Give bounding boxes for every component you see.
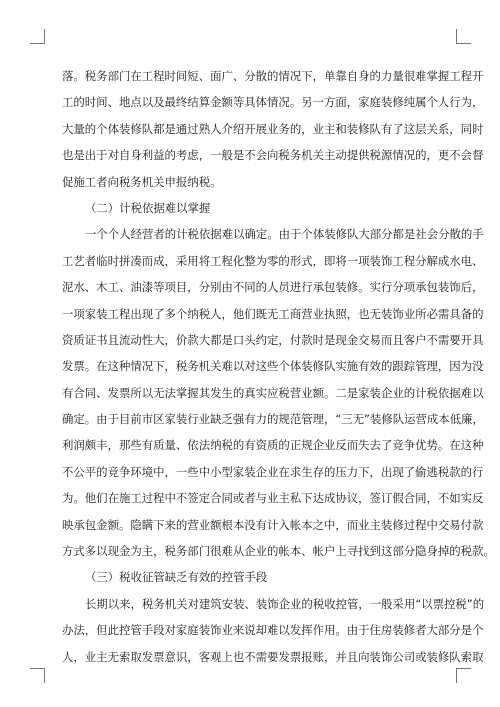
- text-line: 泥水、木工、油漆等项目，分别由不同的人员进行承包装修。实行分项承包装饰后，: [62, 280, 484, 295]
- document-body: [62, 63, 495, 670]
- text-line: 工的时间、地点以及最终结算金额等具体情况。另一方面，家庭装修纯属个人行为，: [62, 95, 484, 110]
- text-line: 有合同、发票所以无法掌握其发生的真实应税营业额。二是家装企业的计税依据难以: [62, 385, 484, 400]
- text-line: 人，业主无索取发票意识，客观上也不需要发票报账，并且向装饰公司或装修队索取: [62, 649, 484, 664]
- text-line: 也是出于对自身利益的考虑，一般是不会向税务机关主动提供税源情况的，更不会督: [62, 148, 484, 163]
- text-line: 资质证书且流动性大，价款大都是口头约定，付款时是现金交易而且客户不需要开具: [62, 332, 484, 347]
- paragraph: [62, 221, 495, 564]
- crop-mark-bottom-right: [456, 668, 471, 683]
- text-line: 促施工者向税务机关申报纳税。: [62, 174, 222, 189]
- text-line: 不公平的竞争环境中，一些中小型家装企业在求生存的压力下，出现了偷逃税款的行: [62, 464, 484, 479]
- text-line: 方式多以现金为主，税务部门很难从企业的帐本、帐户上寻找到这部分隐身掉的税款。: [62, 544, 495, 559]
- text-line: 办法，但此控管手段对家庭装饰业来说却难以发挥作用。由于住房装修者大部分是个: [62, 623, 484, 638]
- text-line: 工艺者临时拼凑而成，采用将工程化整为零的形式，即将一项装饰工程分解成水电、: [62, 253, 484, 268]
- text-line: 利润颇丰，那些有质量、依法纳税的有资质的正规企业反而失去了竞争优势。在这种: [62, 438, 484, 453]
- text-line: 一项家装工程出现了多个纳税人，他们既无工商营业执照，也无装饰业所必需具备的: [62, 306, 484, 321]
- text-line: 长期以来，税务机关对建筑安装、装饰企业的税收控管，一般采用“以票控税”的: [85, 596, 485, 611]
- crop-mark-bottom-left: [30, 668, 45, 683]
- section-heading: [62, 564, 442, 590]
- paragraph: [62, 591, 485, 670]
- text-line: 为。他们在施工过程中不签定合同或者与业主私下达成协议，签订假合同，不如实反: [62, 491, 484, 506]
- crop-mark-top-left: [30, 29, 45, 44]
- text-line: 一个个人经营者的计税依据难以确定。由于个体装修队大部分都是社会分散的手: [85, 227, 484, 242]
- section-heading-text: （二）计税依据难以掌握: [85, 200, 211, 215]
- crop-mark-top-right: [456, 29, 471, 44]
- text-line: 映承包金额。隐瞒下来的营业额根本没有计入帐本之中，而业主装修过程中交易付款: [62, 517, 484, 532]
- text-line: 确定。由于目前市区家装行业缺乏强有力的规范管理，“三无”装修队运营成本低廉，: [62, 412, 484, 427]
- section-heading-text: （三）税收征管缺乏有效的控管手段: [85, 570, 268, 585]
- paragraph: [62, 63, 484, 195]
- section-heading: [62, 195, 442, 221]
- text-line: 发票。在这种情况下，税务机关难以对这些个体装修队实施有效的跟踪管理，因为没: [62, 359, 484, 374]
- text-line: 大量的个体装修队都是通过熟人介绍开展业务的，业主和装修队有了这层关系，同时: [62, 121, 484, 136]
- text-line: 落。税务部门在工程时间短、面广、分散的情况下，单靠自身的力量很难掌握工程开: [62, 69, 484, 83]
